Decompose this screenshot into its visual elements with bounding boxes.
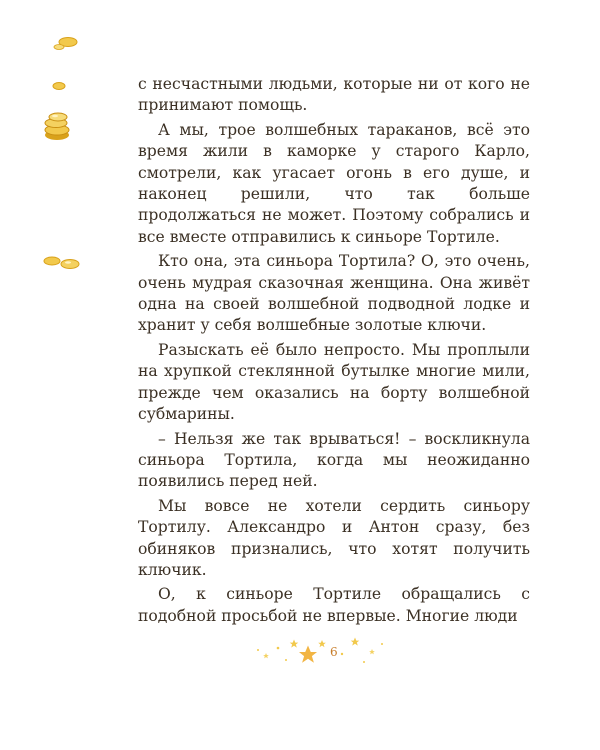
paragraph: – Нельзя же так врываться! – воскликнула синьора Тортила, когда мы неожиданно появились перед ней. [138,429,530,491]
paragraph: А мы, трое волшебных тараканов, всё это время жили в каморке у старого Карло, смотрели, как угасает огонь в его душе, и наконец решили, что так больше продолжаться не может. Поэтому собрались и все вместе отправились к синьоре Тортиле. [138,120,530,246]
paragraph: Разыскать её было непросто. Мы проплыли на хрупкой стеклянной бутылке многие мили, прежде чем оказались на борту волшебной субмарины. [138,340,530,424]
paragraph: Кто она, эта синьора Тортила? О, это очень, очень мудрая сказочная женщина. Она живёт одна на своей волшебной подводной лодке и хранит у себя волшебные золотые ключи. [138,252,530,335]
star-ornament-icon [250,634,390,670]
gold-coin-icon [50,34,82,52]
gold-coin-icon [50,80,68,92]
coin-stack-icon [40,108,74,142]
page-number: 6 [330,645,338,659]
paragraph: О, к синьоре Тортиле обращались с подобной просьбой не впервые. Многие люди [138,585,530,625]
body-text [138,74,530,630]
paragraph: с несчастными людьми, которые ни от кого не принимают помощь. [138,75,530,115]
gold-coin-icon [40,252,82,272]
paragraph: Мы вовсе не хотели сердить синьору Тортилу. Александро и Антон сразу, без обиняков признались, что хотят получить ключик. [138,496,530,579]
